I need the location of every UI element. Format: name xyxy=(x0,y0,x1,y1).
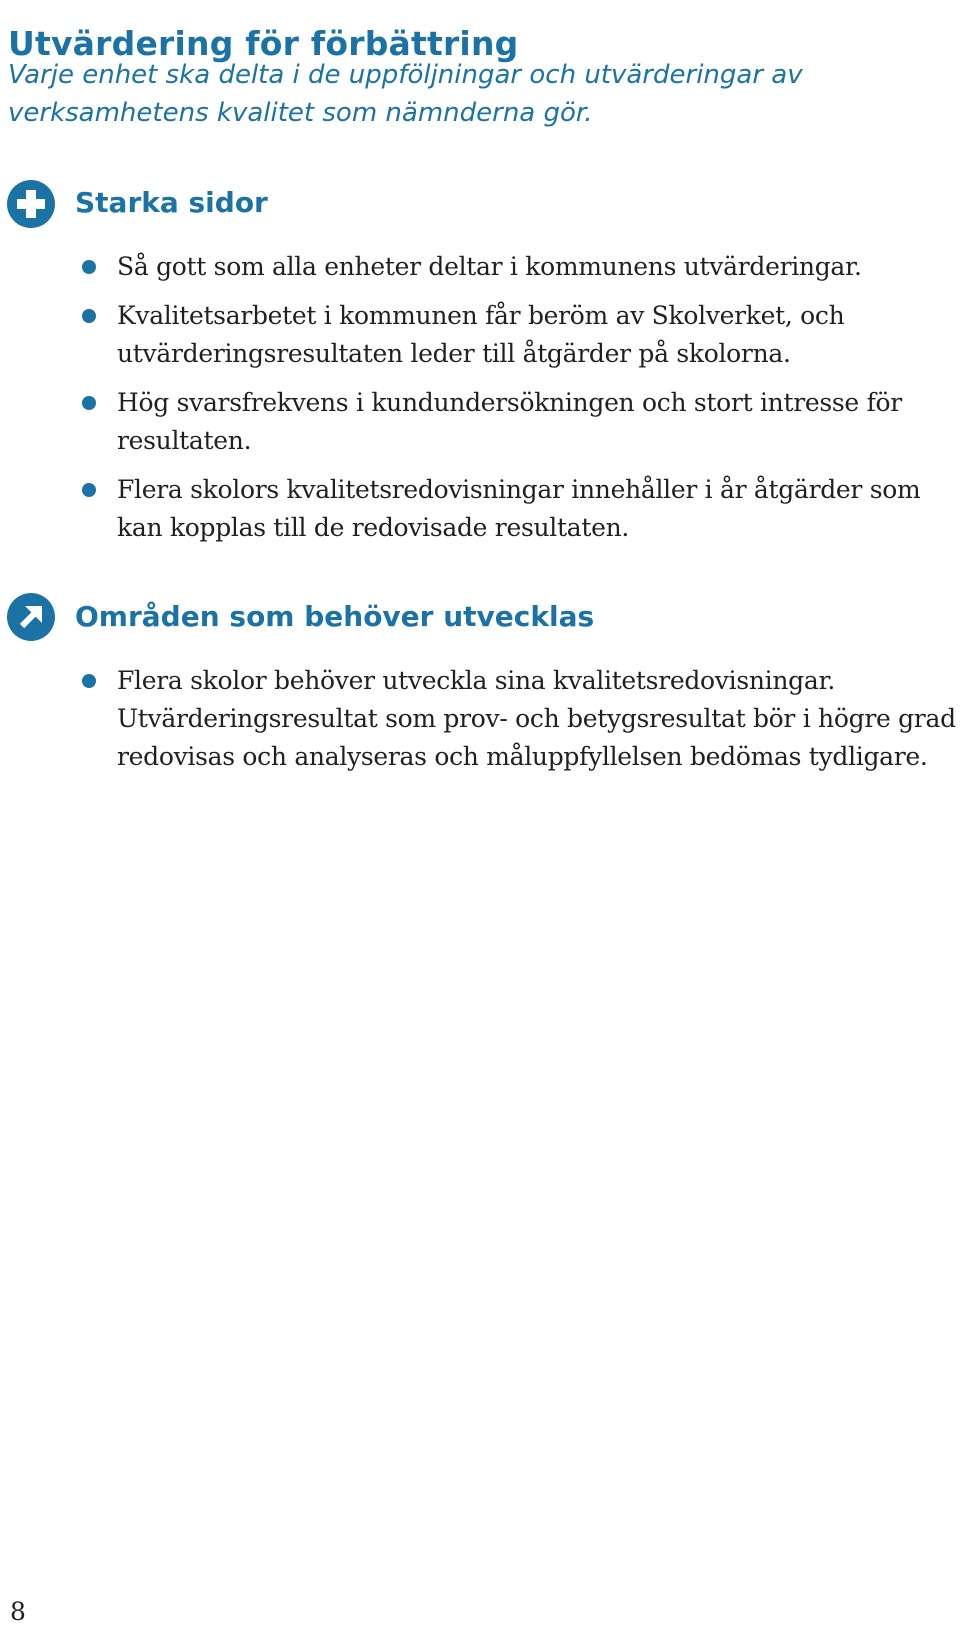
bullet-icon xyxy=(82,396,96,410)
lead-text: Varje enhet ska delta i de uppföljningar och utvärderingar av verksamhetens kvalitet som nämnderna gör. xyxy=(8,60,803,128)
list-item xyxy=(117,662,957,776)
list-item-text: Flera skolor behöver utveckla sina kvalitetsredovisningar. Utvärderingsresultat som prov- och betygsresultat bör i högre grad redovisas och analyseras och måluppfyllelsen bedömas tydligare. xyxy=(117,666,956,771)
bullet-icon xyxy=(82,674,96,688)
page-number: 8 xyxy=(10,1597,26,1626)
strengths-heading: Starka sidor xyxy=(75,186,268,219)
list-item xyxy=(117,297,957,373)
plus-icon xyxy=(7,180,55,228)
arrow-up-right-icon xyxy=(7,593,55,641)
list-item xyxy=(117,384,957,460)
bullet-icon xyxy=(82,483,96,497)
page-title: Utvärdering för förbättring xyxy=(8,24,519,64)
list-item-text: Så gott som alla enheter deltar i kommunens utvärderingar. xyxy=(117,252,862,281)
list-item-text: Flera skolors kvalitetsredovisningar innehåller i år åtgärder som kan kopplas till de redovisade resultaten. xyxy=(117,475,921,542)
strengths-list xyxy=(117,248,957,558)
improvements-heading: Områden som behöver utvecklas xyxy=(75,600,595,633)
list-item-text: Hög svarsfrekvens i kundundersökningen och stort intresse för resultaten. xyxy=(117,388,902,455)
list-item xyxy=(117,248,957,286)
improvements-list xyxy=(117,662,957,787)
bullet-icon xyxy=(82,260,96,274)
list-item-text: Kvalitetsarbetet i kommunen får beröm av Skolverket, och utvärderingsresultaten leder till åtgärder på skolorna. xyxy=(117,301,845,368)
bullet-icon xyxy=(82,309,96,323)
list-item xyxy=(117,471,957,547)
